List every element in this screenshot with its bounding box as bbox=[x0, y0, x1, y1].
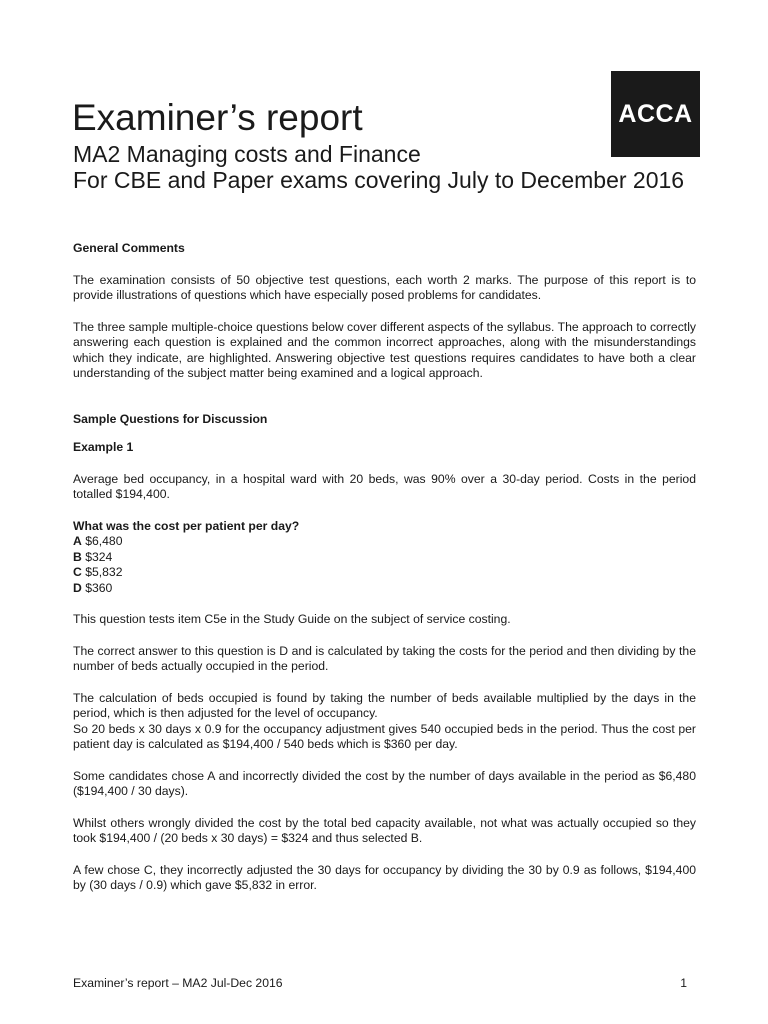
general-comments-paragraph-1: The examination consists of 50 objective test questions, each worth 2 marks. The purpose of this report is to provide illustrations of questions which have especially posed problems for candidates. bbox=[73, 272, 696, 302]
example-heading: Example 1 bbox=[73, 440, 134, 454]
option-text: $324 bbox=[85, 549, 113, 564]
footer-text: Examiner’s report – MA2 Jul-Dec 2016 bbox=[73, 976, 283, 990]
option-letter: A bbox=[73, 534, 82, 548]
option-d bbox=[73, 581, 696, 597]
question-text: What was the cost per patient per day? bbox=[73, 518, 300, 533]
page-title: Examiner’s report bbox=[72, 97, 363, 138]
tests-statement: This question tests item C5e in the Study Guide on the subject of service costing. bbox=[73, 612, 511, 626]
option-text: $5,832 bbox=[85, 565, 123, 579]
option-letter: B bbox=[73, 549, 82, 564]
subtitle-line-1: MA2 Managing costs and Finance bbox=[73, 141, 421, 167]
option-b bbox=[73, 550, 696, 566]
logo-text: ACCA bbox=[618, 99, 693, 128]
page-number: 1 bbox=[680, 976, 687, 990]
report-body bbox=[73, 241, 696, 894]
option-letter: D bbox=[73, 580, 82, 595]
subtitle-line-2: For CBE and Paper exams covering July to December 2016 bbox=[73, 167, 685, 193]
incorrect-option-c-explanation: A few chose C, they incorrectly adjusted the 30 days for occupancy by dividing the 30 by 0.9 as follows, $194,400 by (30 days / 0.9) which gave $5,832 in error. bbox=[73, 862, 696, 892]
option-text: $360 bbox=[85, 580, 113, 595]
page-footer bbox=[73, 976, 687, 990]
option-a bbox=[73, 534, 696, 550]
question-scenario: Average bed occupancy, in a hospital ward with 20 beds, was 90% over a 30-day period. Costs in the period totalled $194,400. bbox=[73, 471, 696, 501]
general-comments-heading: General Comments bbox=[73, 241, 185, 255]
sample-questions-heading: Sample Questions for Discussion bbox=[73, 411, 268, 426]
correct-answer-explanation: The correct answer to this question is D and is calculated by taking the costs for the period and then dividing by the number of beds actually occupied in the period. bbox=[73, 643, 696, 673]
calculation-explanation-1: The calculation of beds occupied is found by taking the number of beds available multiplied by the days in the period, which is then adjusted for the level of occupancy. bbox=[73, 690, 696, 720]
incorrect-option-a-explanation: Some candidates chose A and incorrectly divided the cost by the number of days available in the period as $6,480 ($194,400 / 30 days). bbox=[73, 768, 696, 798]
calculation-explanation-2: So 20 beds x 30 days x 0.9 for the occupancy adjustment gives 540 occupied beds in the period. Thus the cost per patient day is calculated as $194,400 / 540 beds which is $360 per day. bbox=[73, 721, 696, 751]
incorrect-option-b-explanation: Whilst others wrongly divided the cost by the total bed capacity available, not what was actually occupied so they took $194,400 / (20 beds x 30 days) = $324 and thus selected B. bbox=[73, 815, 696, 845]
option-text: $6,480 bbox=[85, 534, 123, 548]
acca-logo bbox=[611, 71, 700, 157]
general-comments-paragraph-2: The three sample multiple-choice questions below cover different aspects of the syllabus. The approach to correctly answering each question is explained and the common incorrect approaches, along with the misunderstandings which they indicate, are highlighted. Answering objective test questions requires candidates to have both a clear understanding of the subject matter being examined and a logical approach. bbox=[73, 319, 696, 380]
option-c bbox=[73, 565, 696, 581]
option-letter: C bbox=[73, 565, 82, 579]
